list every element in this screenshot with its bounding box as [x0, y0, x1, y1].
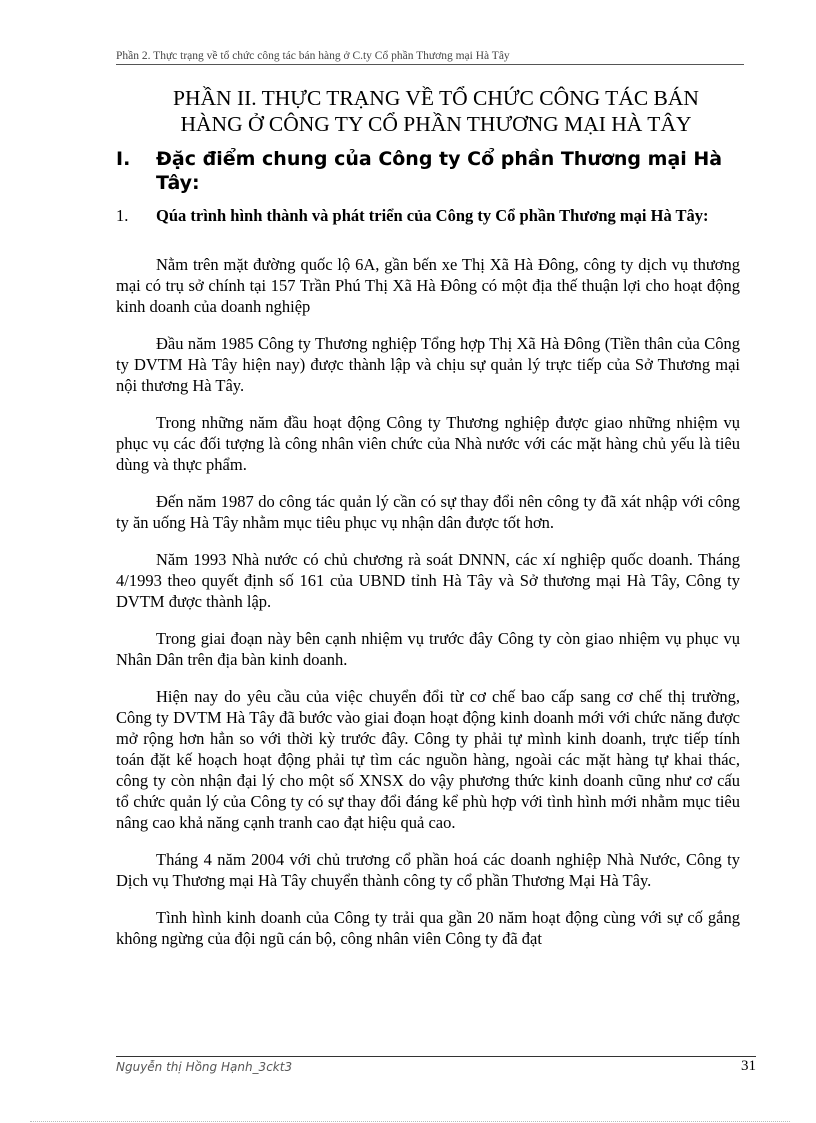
section-title: Đặc điểm chung của Công ty Cổ phần Thương mại Hà Tây: — [156, 148, 723, 194]
footer-divider — [116, 1056, 756, 1057]
part-title-line-1: PHẦN II. THỰC TRẠNG VỀ TỔ CHỨC CÔNG TÁC BÁN — [173, 86, 699, 110]
section-number: I. — [116, 148, 131, 170]
running-header: Phần 2. Thực trạng về tổ chức công tác bán hàng ở C.ty Cổ phần Thương mại Hà Tây — [116, 49, 744, 65]
footer-author: Nguyễn thị Hồng Hạnh_3ckt3 — [116, 1060, 293, 1074]
page-number: 31 — [741, 1058, 756, 1074]
part-title-line-2: HÀNG Ở CÔNG TY CỔ PHẦN THƯƠNG MẠI HÀ TÂY — [180, 112, 692, 136]
paragraph: Nằm trên mặt đường quốc lộ 6A, gần bến xe Thị Xã Hà Đông, công ty dịch vụ thương mại có trụ sở chính tại 157 Trần Phú Thị Xã Hà Đông có một địa thế thuận lợi cho hoạt động kinh doanh của doanh nghiệp — [116, 255, 740, 316]
page-edge — [30, 1121, 790, 1122]
part-title — [116, 85, 756, 137]
section-heading — [116, 147, 756, 195]
subsection-number: 1. — [116, 206, 129, 225]
subsection-title: Qúa trình hình thành và phát triển của Công ty Cổ phần Thương mại Hà Tây: — [156, 206, 709, 225]
paragraph: Hiện nay do yêu cầu của việc chuyển đổi từ cơ chế bao cấp sang cơ chế thị trường, Công ty DVTM Hà Tây đã bước vào giai đoạn hoạt động kinh doanh mới với chức năng được mở rộng hơn hẳn so với thời kỳ trước đây. Công ty phải tự mình kinh doanh, trực tiếp tính toán đặt kế hoạch hoạt động phải tự tìm các nguồn hàng, ngoài các mặt hàng tự khai thác, công ty còn nhận đại lý cho một số XNSX do vậy phương thức kinh doanh cũng như cơ cấu tổ chức quản lý của Công ty có sự thay đổi đáng kể phù hợp với tình hình mới nhằm mục tiêu nâng cao khả năng cạnh tranh cao đạt hiệu quả cao. — [116, 687, 740, 832]
paragraph: Đầu năm 1985 Công ty Thương nghiệp Tổng hợp Thị Xã Hà Đông (Tiền thân của Công ty DVTM Hà Tây hiện nay) được thành lập và chịu sự quản lý trực tiếp của Sở Thương mại nội thương Hà Tây. — [116, 334, 740, 395]
paragraph: Tình hình kinh doanh của Công ty trải qua gần 20 năm hoạt động cùng với sự cố gắng không ngừng của đội ngũ cán bộ, công nhân viên Công ty đã đạt — [116, 908, 740, 948]
paragraph: Trong giai đoạn này bên cạnh nhiệm vụ trước đây Công ty còn giao nhiệm vụ phục vụ Nhân Dân trên địa bàn kinh doanh. — [116, 629, 740, 669]
body-text — [116, 254, 740, 965]
paragraph: Đến năm 1987 do công tác quản lý cần có sự thay đổi nên công ty đã xát nhập với công ty ăn uống Hà Tây nhằm mục tiêu phục vụ nhận dân được tốt hơn. — [116, 492, 740, 532]
paragraph: Tháng 4 năm 2004 với chủ trương cổ phần hoá các doanh nghiệp Nhà Nước, Công ty Dịch vụ Thương mại Hà Tây chuyển thành công ty cổ phần Thương Mại Hà Tây. — [116, 850, 740, 890]
paragraph: Năm 1993 Nhà nước có chủ chương rà soát DNNN, các xí nghiệp quốc doanh. Tháng 4/1993 theo quyết định số 161 của UBND tỉnh Hà Tây và Sở thương mại Hà Tây, Công ty DVTM được thành lập. — [116, 550, 740, 611]
subsection-heading — [116, 205, 756, 226]
paragraph: Trong những năm đầu hoạt động Công ty Thương nghiệp được giao những nhiệm vụ phục vụ các đối tượng là công nhân viên chức của Nhà nước với các mặt hàng chủ yếu là tiêu dùng và thực phẩm. — [116, 413, 740, 474]
